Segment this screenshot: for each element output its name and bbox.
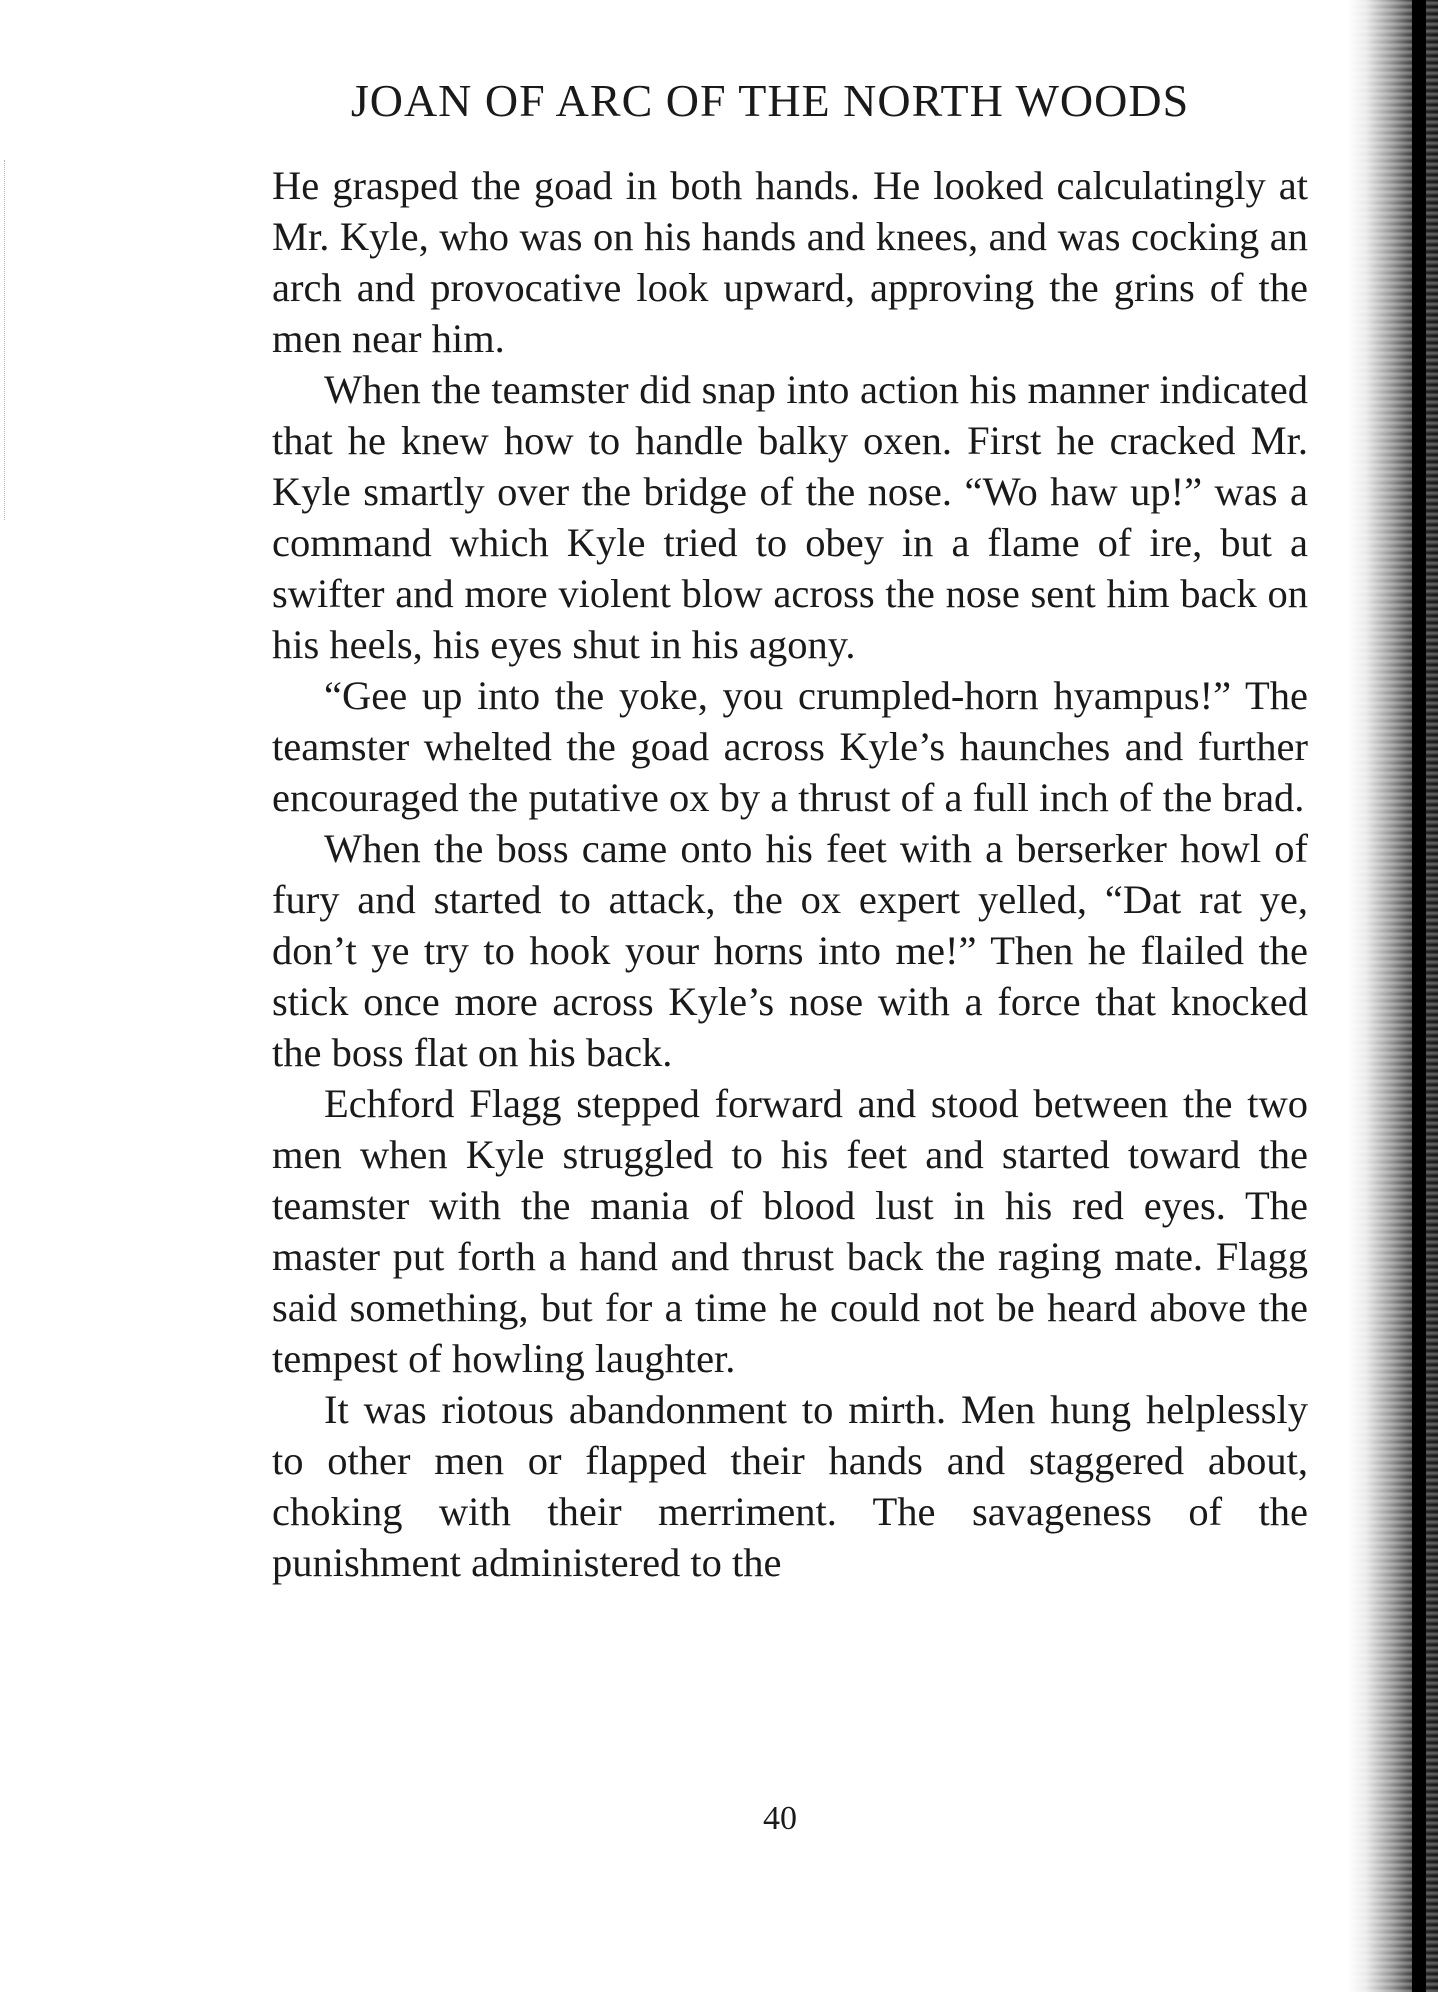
paragraph: When the teamster did snap into action his manner indicated that he knew how to handle balky oxen. First he cracked Mr. Kyle smartly over the bridge of the nose. “Wo haw up!” was a command which Kyle tried to obey in a flame of ire, but a swifter and more violent blow across the nose sent him back on his heels, his eyes shut in his agony. xyxy=(272,367,1308,667)
running-head: JOAN OF ARC OF THE NORTH WOODS xyxy=(350,75,1190,126)
paragraph: When the boss came onto his feet with a berserker howl of fury and started to attack, the ox expert yelled, “Dat rat ye, don’t ye try to hook your horns into me!” Then he flailed the stick once more across Kyle’s nose with a force that knocked the boss flat on his back. xyxy=(272,826,1308,1075)
paragraph: Echford Flagg stepped forward and stood between the two men when Kyle struggled to his feet and started toward the teamster with the mania of blood lust in his red eyes. The master put forth a hand and thrust back the raging mate. Flagg said something, but for a time he could not be heard above the tempest of howling laughter. xyxy=(272,1081,1308,1381)
paragraph: He grasped the goad in both hands. He looked calculatingly at Mr. Kyle, who was on his hands and knees, and was cocking an arch and provocative look upward, approving the grins of the men near him. xyxy=(272,163,1308,361)
scan-margin-marks xyxy=(4,160,15,520)
binding-edge xyxy=(1412,0,1426,1992)
paragraph: “Gee up into the yoke, you crumpled-horn hyampus!” The teamster whelted the goad across Kyle’s haunches and further encouraged the putative ox by a thrust of a full inch of the brad. xyxy=(272,673,1308,820)
paragraph: It was riotous abandonment to mirth. Men hung helplessly to other men or flapped their hands and staggered about, choking with their merriment. The savageness of the punishment administered to the xyxy=(272,1387,1308,1585)
page-number: 40 xyxy=(763,1800,797,1837)
body-text xyxy=(272,160,1308,1588)
